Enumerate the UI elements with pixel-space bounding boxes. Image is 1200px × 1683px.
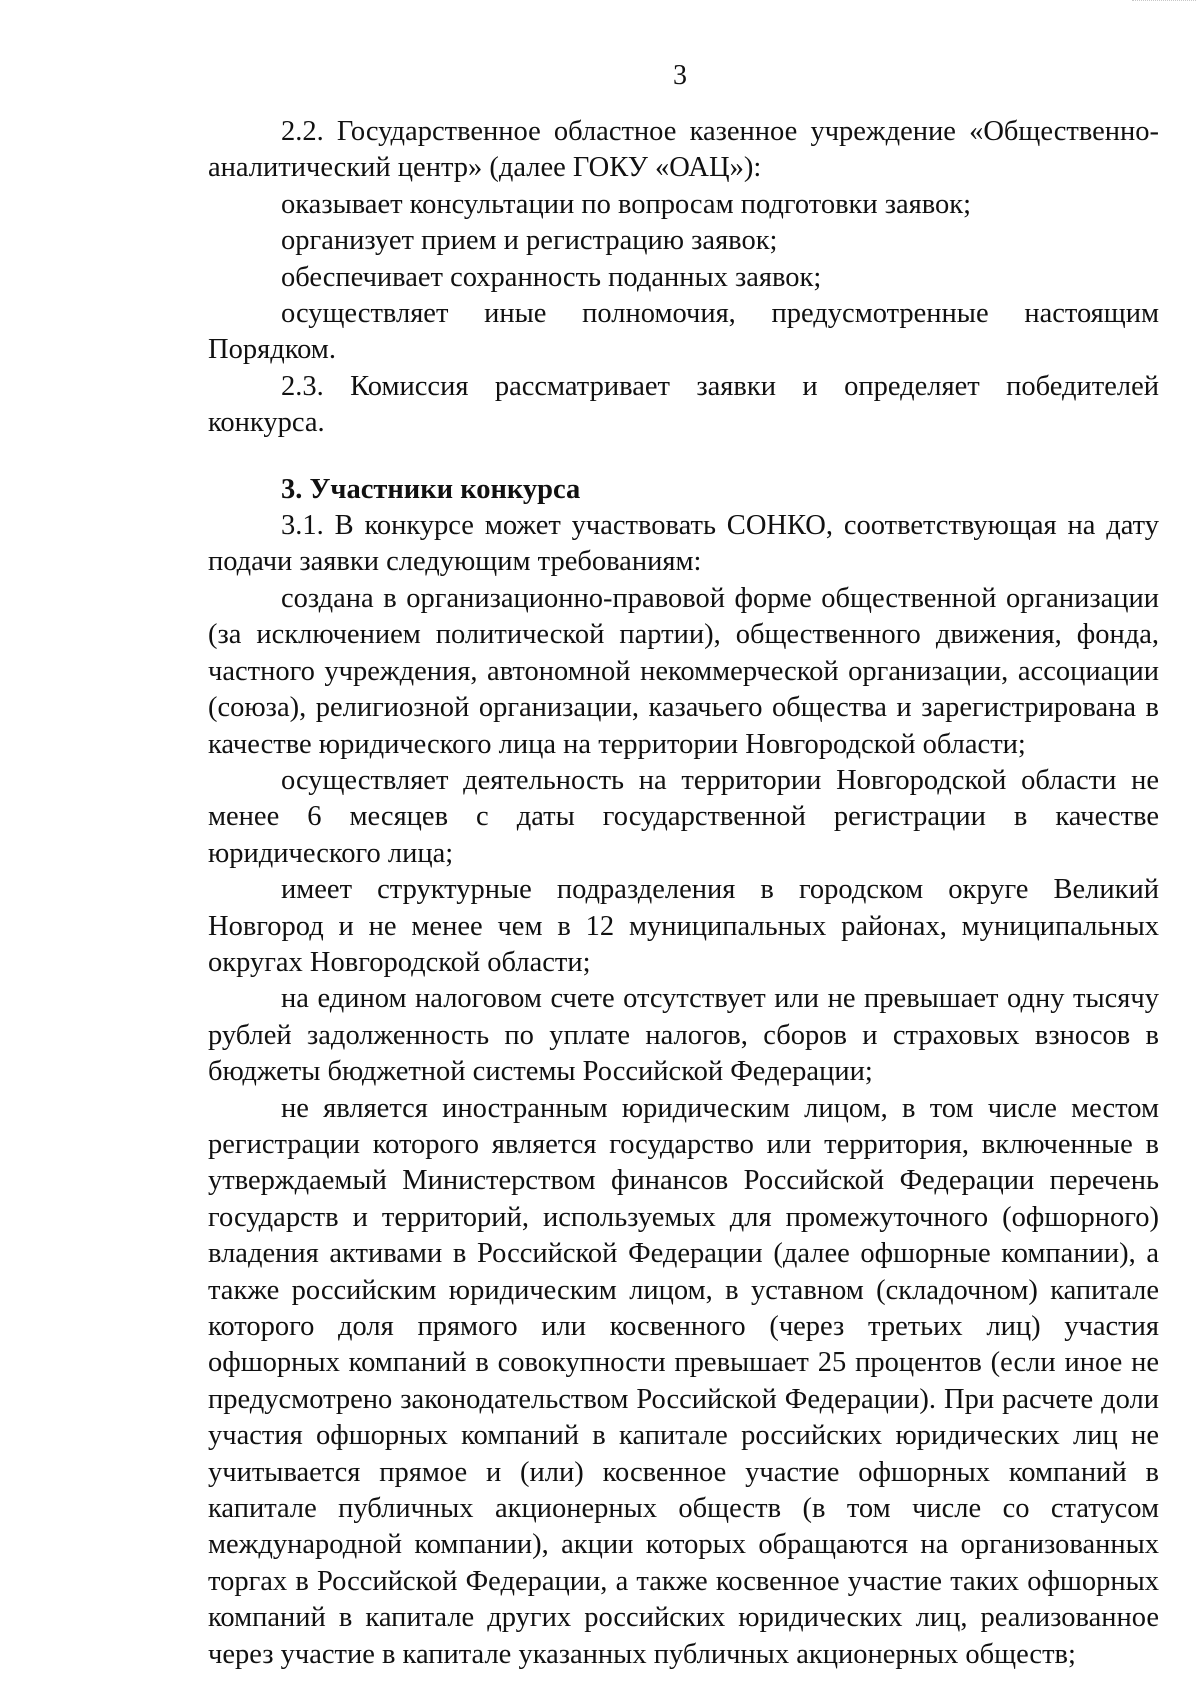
requirement-not-foreign: не является иностранным юридическим лицом, в том числе местом регистрации которого является государство или территория, включенные в утверждаемый Министерством финансов Российской Федерации перечень государств и территорий, используемых для промежуточного (офшорного) владения активами в Российской Федерации (далее офшорные компании), а также российским юридическим лицом, в уставном (складочном) капитале которого доля прямого или косвенного (через третьих лиц) участия офшорных компаний в совокупности превышает 25 процентов (если иное не предусмотрено законодательством Российской Федерации). При расчете доли участия офшорных компаний в капитале российских юридических лиц не учитывается прямое и (или) косвенное участие офшорных компаний в капитале публичных акционерных обществ (в том числе со статусом международной компании), акции которых обращаются на организованных торгах в Российской Федерации, а также косвенное участие таких офшорных компаний в капитале других российских юридических лиц, реализованное через участие в капитале указанных публичных акционерных обществ;	[208, 1092, 1159, 1670]
section-heading-participants: 3. Участники конкурса	[281, 473, 581, 505]
requirement-structural-units: имеет структурные подразделения в городском округе Великий Новгород и не менее чем в 12 муниципальных районах, муниципальных округах Новгородской области;	[208, 874, 1159, 978]
list-item-other-powers: осуществляет иные полномочия, предусмотренные настоящим Порядком.	[208, 298, 1159, 366]
list-item-safekeeping: обеспечивает сохранность поданных заявок;	[281, 261, 822, 293]
requirement-tax-debt: на едином налоговом счете отсутствует или не превышает одну тысячу рублей задолженность по уплате налогов, сборов и страховых взносов в бюджеты бюджетной системы Российской Федерации;	[208, 983, 1159, 1088]
paragraph-3-1: 3.1. В конкурсе может участвовать СОНКО, соответствующая на дату подачи заявки следующим требованиям:	[208, 510, 1159, 578]
list-item-registration: организует прием и регистрацию заявок;	[281, 225, 778, 257]
requirement-activity-period: осуществляет деятельность на территории Новгородской области не менее 6 месяцев с даты государственной регистрации в качестве юридического лица;	[208, 764, 1159, 869]
document-body	[208, 114, 1159, 1673]
paragraph-2-2: 2.2. Государственное областное казенное учреждение «Общественно-аналитический центр» (далее ГОКУ «ОАЦ»):	[208, 116, 1159, 184]
scan-artifact	[1132, 0, 1196, 7]
list-item-consultations: оказывает консультации по вопросам подготовки заявок;	[281, 188, 972, 220]
page-number: 3	[673, 60, 687, 91]
paragraph-2-3: 2.3. Комиссия рассматривает заявки и определяет победителей конкурса.	[208, 370, 1159, 439]
requirement-legal-form: создана в организационно-правовой форме общественной организации (за исключением политической партии), общественного движения, фонда, частного учреждения, автономной некоммерческой организации, ассоциации (союза), религиозной организации, казачьего общества и зарегистрирована в качестве юридического лица на территории Новгородской области;	[208, 582, 1159, 760]
